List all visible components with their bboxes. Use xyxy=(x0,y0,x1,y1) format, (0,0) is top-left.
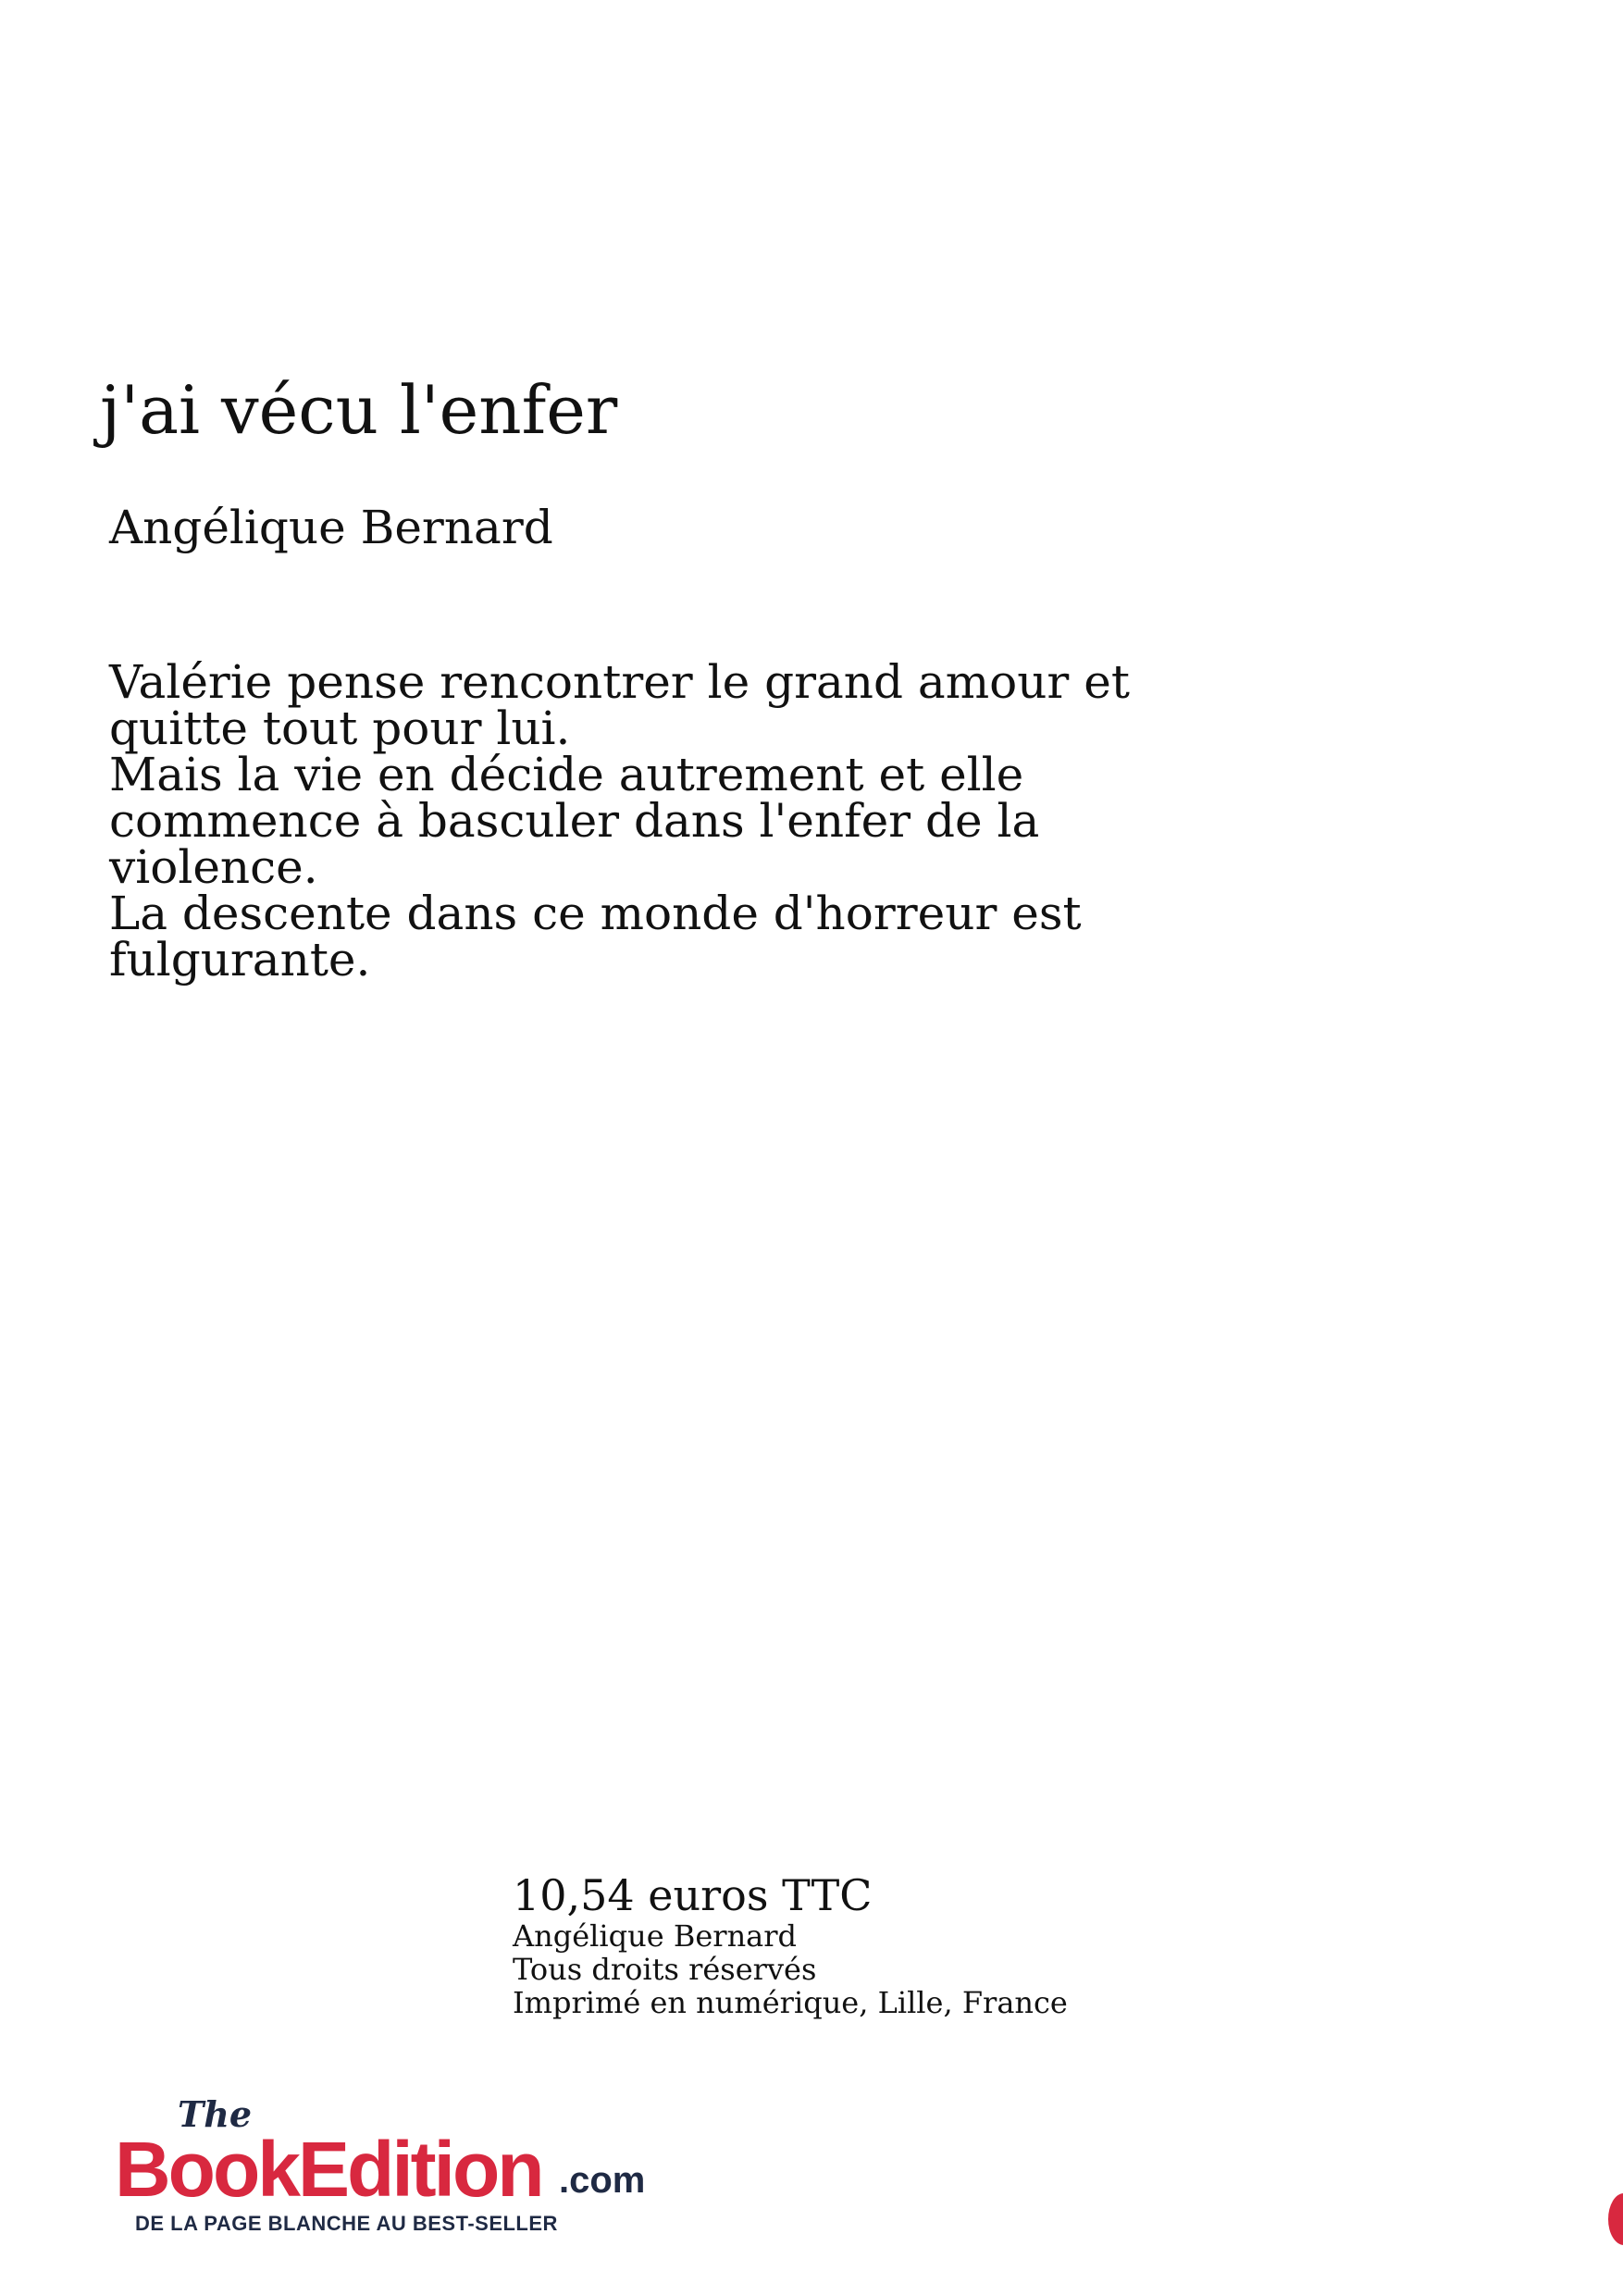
logo-wordmark: BookEdition xyxy=(115,2126,542,2213)
rights-notice: Tous droits réservés xyxy=(513,1952,817,1987)
logo-tagline: DE LA PAGE BLANCHE AU BEST-SELLER xyxy=(135,2212,558,2235)
colophon xyxy=(513,1871,1068,2019)
blurb-paragraph: Mais la vie en décide autrement et elle commence à basculer dans l'enfer de la violence. xyxy=(109,748,1040,894)
book-title: j'ai vécu l'enfer xyxy=(100,371,618,449)
blurb-paragraph: Valérie pense rencontrer le grand amour et quitte tout pour lui. xyxy=(109,655,1130,755)
logo-the: The xyxy=(178,2093,253,2135)
edge-mark xyxy=(1608,2193,1623,2245)
publisher-logo xyxy=(115,2093,670,2241)
price: 10,54 euros TTC xyxy=(513,1870,873,1920)
logo-suffix: .com xyxy=(559,2160,646,2201)
colophon-author: Angélique Bernard xyxy=(513,1918,798,1954)
book-author: Angélique Bernard xyxy=(109,501,553,554)
printing-info: Imprimé en numérique, Lille, France xyxy=(513,1985,1068,2020)
blurb-paragraph: La descente dans ce monde d'horreur est fulgurante. xyxy=(109,887,1082,987)
book-blurb xyxy=(109,655,1257,987)
